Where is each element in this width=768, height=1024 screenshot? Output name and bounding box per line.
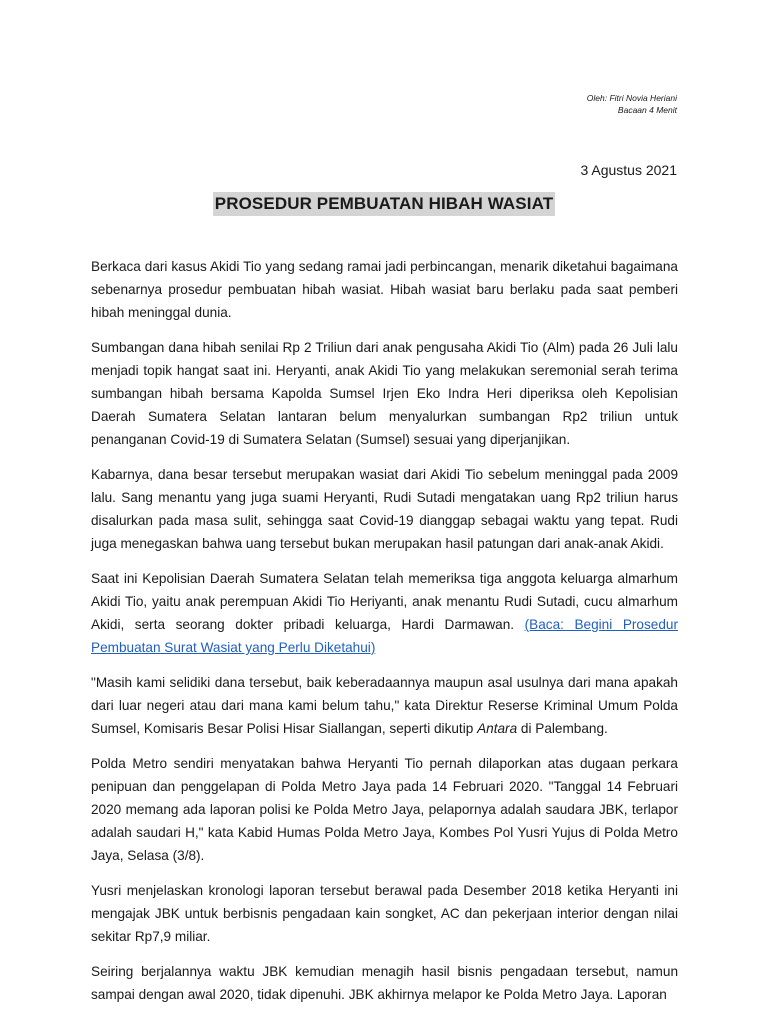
paragraph-5	[91, 671, 678, 740]
related-article-link[interactable]: (Baca: Begini Prosedur Pembuatan Surat Wasiat yang Perlu Diketahui)	[91, 617, 678, 655]
paragraph-1: Berkaca dari kasus Akidi Tio yang sedang ramai jadi perbincangan, menarik diketahui bagaimana sebenarnya prosedur pembuatan hibah wasiat. Hibah wasiat baru berlaku pada saat pemberi hibah meninggal dunia.	[91, 259, 678, 320]
paragraph-3: Kabarnya, dana besar tersebut merupakan wasiat dari Akidi Tio sebelum meninggal pada 2009 lalu. Sang menantu yang juga suami Heryanti, Rudi Sutadi mengatakan uang Rp2 triliun harus disalurkan pada masa sulit, sehingga saat Covid-19 dianggap sebagai waktu yang tepat. Rudi juga menegaskan bahwa uang tersebut bukan merupakan hasil patungan dari anak-anak Akidi.	[91, 467, 678, 551]
byline	[587, 92, 677, 116]
page-title: PROSEDUR PEMBUATAN HIBAH WASIAT	[213, 192, 555, 216]
paragraph-5-end: di Palembang.	[517, 721, 608, 736]
paragraph-6: Polda Metro sendiri menyatakan bahwa Heryanti Tio pernah dilaporkan atas dugaan perkara penipuan dan penggelapan di Polda Metro Jaya pada 14 Februari 2020. "Tanggal 14 Februari 2020 memang ada laporan polisi ke Polda Metro Jaya, pelapornya adalah saudara JBK, terlapor adalah saudari H," kata Kabid Humas Polda Metro Jaya, Kombes Pol Yusri Yujus di Polda Metro Jaya, Selasa (3/8).	[91, 756, 678, 863]
paragraph-2: Sumbangan dana hibah senilai Rp 2 Triliun dari anak pengusaha Akidi Tio (Alm) pada 26 Juli lalu menjadi topik hangat saat ini. Heryanti, anak Akidi Tio yang melakukan seremonial serah terima sumbangan hibah bersama Kapolda Sumsel Irjen Eko Indra Heri diperiksa oleh Kepolisian Daerah Sumatera Selatan lantaran belum menyalurkan sumbangan Rp2 triliun untuk penanganan Covid-19 di Sumatera Selatan (Sumsel) sesuai yang diperjanjikan.	[91, 340, 678, 447]
reading-time: Bacaan 4 Menit	[617, 105, 677, 115]
paragraph-7: Yusri menjelaskan kronologi laporan tersebut berawal pada Desember 2018 ketika Heryanti ini mengajak JBK untuk berbisnis pengadaan kain songket, AC dan pekerjaan interior dengan nilai sekitar Rp7,9 miliar.	[91, 883, 678, 944]
title-container	[0, 192, 768, 216]
publish-date: 3 Agustus 2021	[580, 162, 677, 178]
source-name: Antara	[477, 721, 518, 736]
paragraph-4-text: Saat ini Kepolisian Daerah Sumatera Selatan telah memeriksa tiga anggota keluarga almarhum Akidi Tio, yaitu anak perempuan Akidi Tio Heriyanti, anak menantu Rudi Sutadi, cucu almarhum Akidi, serta seorang dokter pribadi keluarga, Hardi Darmawan.	[91, 571, 678, 632]
author-line: Oleh: Fitri Novia Heriani	[586, 93, 677, 103]
paragraph-8: Seiring berjalannya waktu JBK kemudian menagih hasil bisnis pengadaan tersebut, namun sampai dengan awal 2020, tidak dipenuhi. JBK akhirnya melapor ke Polda Metro Jaya. Laporan	[91, 964, 678, 1002]
article-body	[91, 255, 678, 1018]
paragraph-4	[91, 567, 678, 659]
paragraph-5-text: "Masih kami selidiki dana tersebut, baik keberadaannya maupun asal usulnya dari mana apakah dari luar negeri atau dari mana kami belum tahu," kata Direktur Reserse Kriminal Umum Polda Sumsel, Komisaris Besar Polisi Hisar Siallangan, seperti dikutip	[91, 675, 678, 736]
